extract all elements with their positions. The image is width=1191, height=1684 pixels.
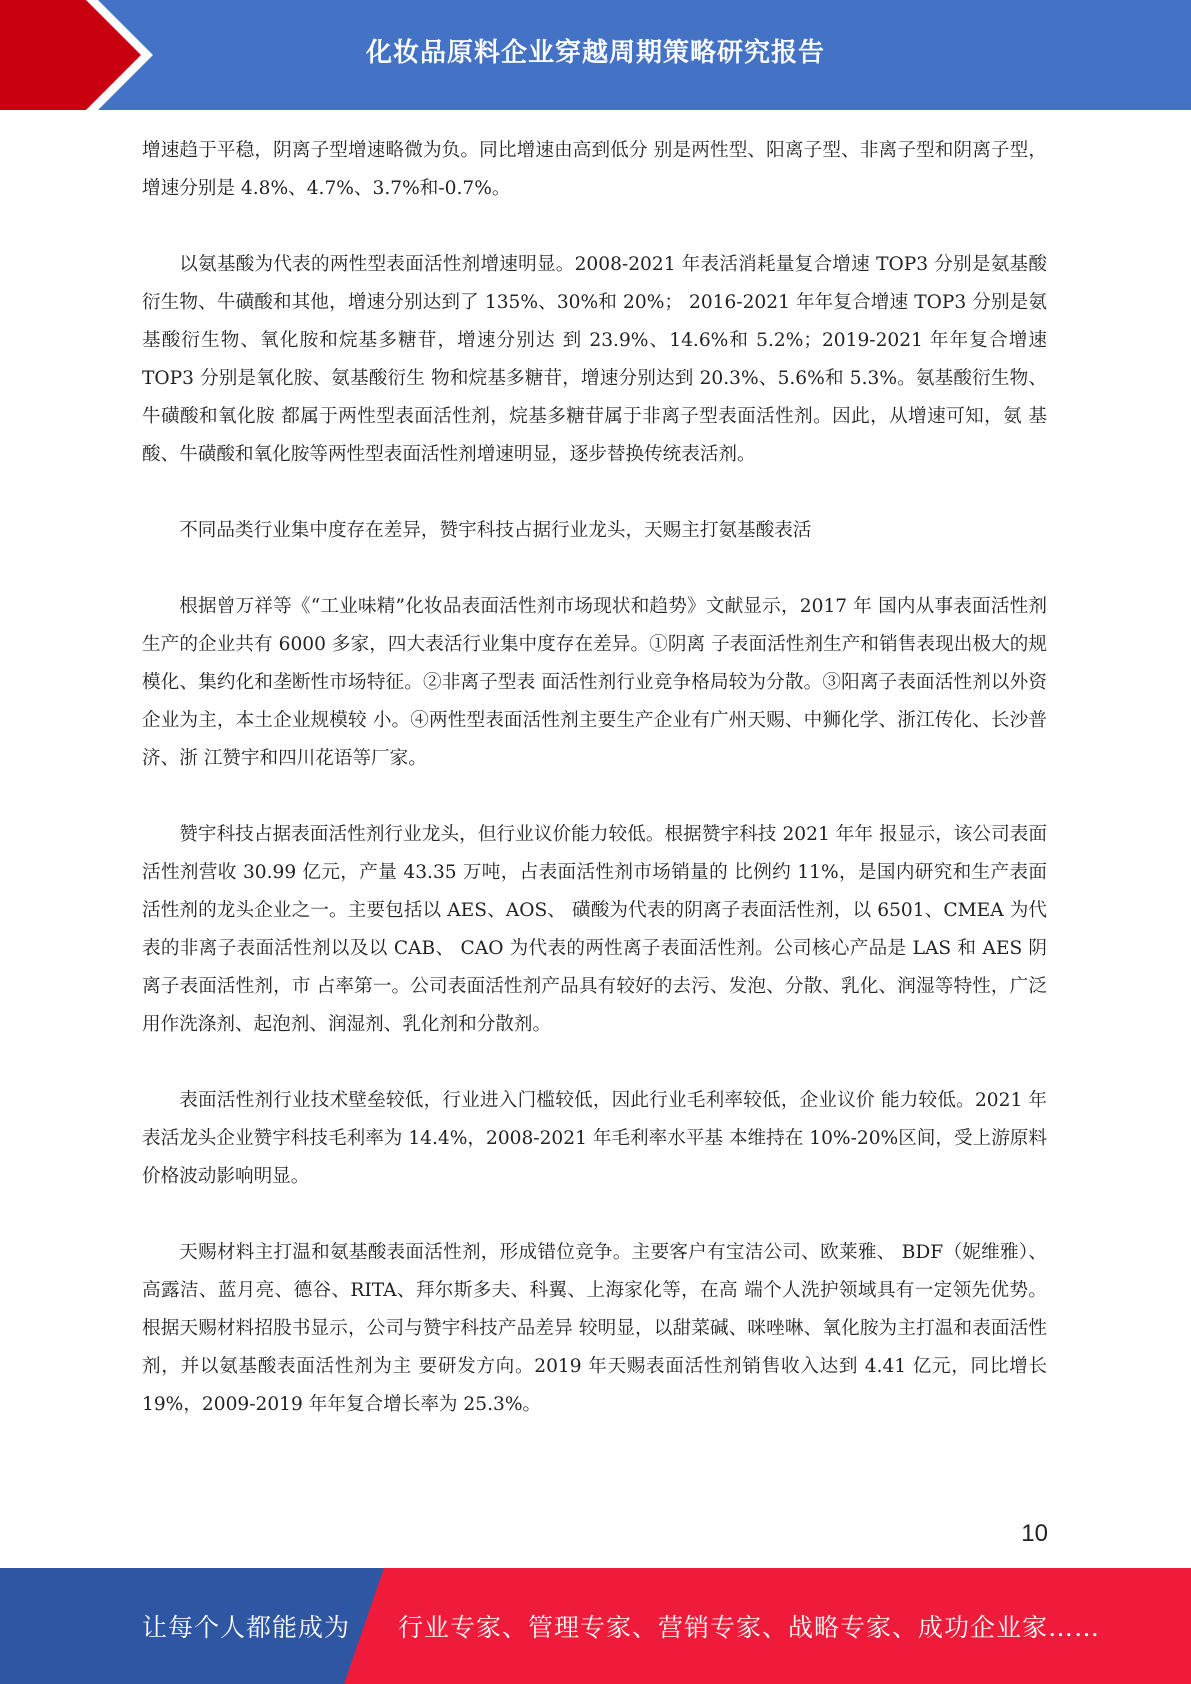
page-number: 10: [1021, 1520, 1048, 1547]
paragraph: 天赐材料主打温和氨基酸表面活性剂，形成错位竞争。主要客户有宝洁公司、欧莱雅、 BDF（妮维雅）、高露洁、蓝月亮、德谷、RITA、拜尔斯多夫、科翼、上海家化等，在高 端个人洗护领域具有一定领先优势。根据天赐材料招股书显示，公司与赞宇科技产品差异 较明显，以甜菜碱、咪唑啉、氧化胺为主打温和表面活性剂，并以氨基酸表面活性剂为主 要研发方向。2019 年天赐表面活性剂销售收入达到 4.41 亿元，同比增长 19%，2009-2019 年年复合增长率为 25.3%。: [142, 1242, 1047, 1415]
page-footer: [0, 1568, 1191, 1684]
paragraph: 根据曾万祥等《“工业味精”化妆品表面活性剂市场现状和趋势》文献显示，2017 年 国内从事表面活性剂生产的企业共有 6000 多家，四大表活行业集中度存在差异。①阴离 子表面活性剂生产和销售表现出极大的规模化、集约化和垄断性市场特征。②非离子型表 面活性剂行业竞争格局较为分散。③阳离子表面活性剂以外资企业为主，本土企业规模较 小。④两性型表面活性剂主要生产企业有广州天赐、中狮化学、浙江传化、长沙普济、浙 江赞宇和四川花语等厂家。: [142, 596, 1047, 769]
paragraph: 赞宇科技占据表面活性剂行业龙头，但行业议价能力较低。根据赞宇科技 2021 年年 报显示，该公司表面活性剂营收 30.99 亿元，产量 43.35 万吨，占表面活性剂市场销量的 比例约 11%，是国内研究和生产表面活性剂的龙头企业之一。主要包括以 AES、AOS、 磺酸为代表的阴离子表面活性剂，以 6501、CMEA 为代表的非离子表面活性剂以及以 CAB、 CAO 为代表的两性离子表面活性剂。公司核心产品是 LAS 和 AES 阴离子表面活性剂，市 占率第一。公司表面活性剂产品具有较好的去污、发泡、分散、乳化、润湿等特性，广泛 用作洗涤剂、起泡剂、润湿剂、乳化剂和分散剂。: [142, 824, 1047, 1035]
section-heading: 不同品类行业集中度存在差异，赞宇科技占据行业龙头，天赐主打氨基酸表活: [179, 520, 812, 541]
report-title: 化妆品原料企业穿越周期策略研究报告: [365, 37, 825, 68]
paragraph: 表面活性剂行业技术壁垒较低，行业进入门槛较低，因此行业毛利率较低，企业议价 能力较低。2021 年表活龙头企业赞宇科技毛利率为 14.4%，2008-2021 年毛利率水平基 本维持在 10%-20%区间，受上游原料价格波动影响明显。: [142, 1090, 1047, 1187]
footer-slogan-right: 行业专家、管理专家、营销专家、战略专家、成功企业家……: [398, 1613, 1101, 1642]
footer-slogan-left: 让每个人都能成为: [142, 1613, 351, 1642]
page-header: [0, 0, 1191, 110]
paragraph: 增速趋于平稳，阴离子型增速略微为负。同比增速由高到低分 别是两性型、阳离子型、非离子型和阴离子型，增速分别是 4.8%、4.7%、3.7%和-0.7%。: [142, 140, 1047, 199]
page-content: [142, 132, 1047, 1462]
paragraph: 以氨基酸为代表的两性型表面活性剂增速明显。2008-2021 年表活消耗量复合增速 TOP3 分别是氨基酸衍生物、牛磺酸和其他，增速分别达到了 135%、30%和 20%； 2016-2021 年年复合增速 TOP3 分别是氨基酸衍生物、氧化胺和烷基多糖苷，增速分别达 到 23.9%、14.6%和 5.2%；2019-2021 年年复合增速 TOP3 分别是氧化胺、氨基酸衍生 物和烷基多糖苷，增速分别达到 20.3%、5.6%和 5.3%。氨基酸衍生物、牛磺酸和氧化胺 都属于两性型表面活性剂，烷基多糖苷属于非离子型表面活性剂。因此，从增速可知，氨 基酸、牛磺酸和氧化胺等两性型表面活性剂增速明显，逐步替换传统表活剂。: [142, 254, 1047, 465]
